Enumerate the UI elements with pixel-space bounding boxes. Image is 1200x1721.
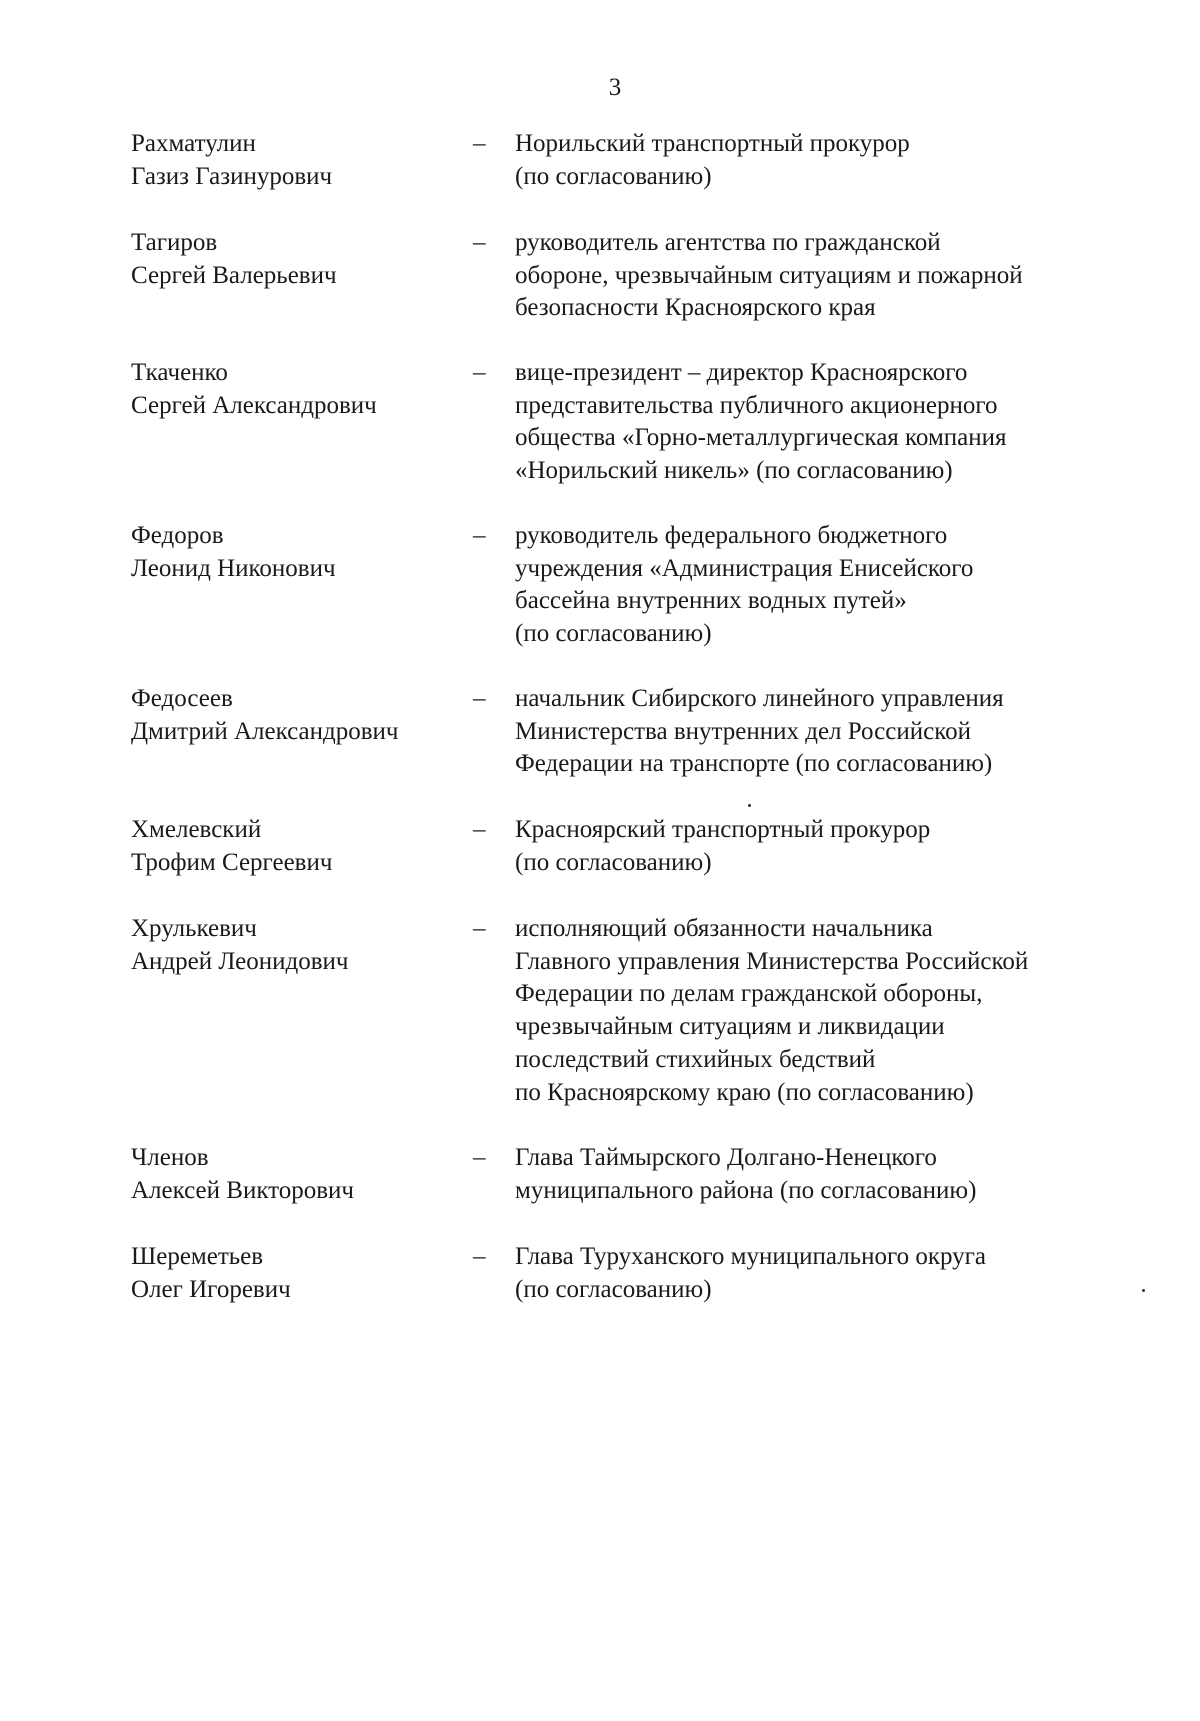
- member-name: [131, 357, 471, 422]
- member-surname: Хмелевский: [131, 816, 262, 843]
- role-line: бассейна внутренних водных путей»: [515, 587, 907, 615]
- role-line: (по согласованию): [515, 162, 712, 190]
- member-surname: Федоров: [131, 522, 224, 549]
- role-line: чрезвычайным ситуациям и ликвидации: [515, 1013, 945, 1041]
- member-surname: Тагиров: [131, 229, 218, 256]
- member-name: [131, 1241, 471, 1306]
- scan-speck: [1142, 1289, 1145, 1292]
- role-line: обороне, чрезвычайным ситуациям и пожарной: [515, 261, 1023, 289]
- role-line: представительства публичного акционерного: [515, 391, 998, 419]
- member-name: [131, 520, 471, 585]
- member-role: [515, 520, 1105, 651]
- role-line: Федерации по делам гражданской обороны,: [515, 980, 983, 1008]
- entry-dash: –: [473, 522, 486, 549]
- page-number: 3: [608, 74, 622, 101]
- member-given-names: Олег Игоревич: [131, 1275, 291, 1303]
- entry-dash: –: [473, 359, 486, 386]
- role-line: «Норильский никель» (по согласованию): [515, 457, 953, 485]
- member-name: [131, 227, 471, 292]
- member-name: [131, 128, 471, 193]
- member-name: [131, 913, 471, 978]
- role-line: (по согласованию): [515, 620, 712, 648]
- role-line: безопасности Красноярского края: [515, 294, 876, 322]
- member-given-names: Леонид Никонович: [131, 554, 336, 582]
- role-line: начальник Сибирского линейного управления: [515, 685, 1004, 712]
- entry-dash: –: [473, 1144, 486, 1171]
- role-line: муниципального района (по согласованию): [515, 1176, 977, 1204]
- entry-dash: –: [473, 130, 486, 157]
- scan-speck: [748, 804, 751, 807]
- role-line: Глава Туруханского муниципального округа: [515, 1243, 986, 1270]
- member-role: [515, 683, 1105, 781]
- member-given-names: Газиз Газинурович: [131, 162, 333, 190]
- member-given-names: Трофим Сергеевич: [131, 848, 333, 876]
- member-role: [515, 814, 1105, 879]
- member-surname: Членов: [131, 1144, 209, 1171]
- member-given-names: Сергей Валерьевич: [131, 261, 337, 289]
- member-given-names: Сергей Александрович: [131, 391, 377, 419]
- member-given-names: Алексей Викторович: [131, 1176, 354, 1204]
- role-line: последствий стихийных бедствий: [515, 1045, 876, 1073]
- member-name: [131, 1142, 471, 1207]
- member-surname: Хрулькевич: [131, 915, 257, 942]
- member-role: [515, 1142, 1105, 1207]
- role-line: Глава Таймырского Долгано-Ненецкого: [515, 1144, 937, 1171]
- member-surname: Ткаченко: [131, 359, 228, 386]
- member-surname: Шереметьев: [131, 1243, 264, 1270]
- entry-dash: –: [473, 229, 486, 256]
- role-line: Красноярский транспортный прокурор: [515, 816, 931, 843]
- role-line: учреждения «Администрация Енисейского: [515, 554, 974, 582]
- member-surname: Рахматулин: [131, 130, 256, 157]
- member-surname: Федосеев: [131, 685, 233, 712]
- role-line: (по согласованию): [515, 848, 712, 876]
- member-role: [515, 913, 1105, 1109]
- role-line: Министерства внутренних дел Российской: [515, 717, 971, 745]
- entry-dash: –: [473, 915, 486, 942]
- member-role: [515, 357, 1105, 488]
- member-role: [515, 128, 1105, 193]
- role-line: Федерации на транспорте (по согласованию): [515, 750, 993, 778]
- role-line: руководитель агентства по гражданской: [515, 229, 941, 256]
- member-role: [515, 227, 1105, 325]
- entry-dash: –: [473, 1243, 486, 1270]
- role-line: Главного управления Министерства Российской: [515, 947, 1029, 975]
- role-line: (по согласованию): [515, 1275, 712, 1303]
- role-line: общества «Горно-металлургическая компания: [515, 424, 1007, 452]
- member-name: [131, 683, 471, 748]
- member-given-names: Андрей Леонидович: [131, 947, 349, 975]
- role-line: вице-президент – директор Красноярского: [515, 359, 968, 386]
- role-line: по Красноярскому краю (по согласованию): [515, 1078, 974, 1106]
- role-line: исполняющий обязанности начальника: [515, 915, 933, 942]
- entry-dash: –: [473, 685, 486, 712]
- role-line: руководитель федерального бюджетного: [515, 522, 948, 549]
- entry-dash: –: [473, 816, 486, 843]
- member-role: [515, 1241, 1105, 1306]
- member-name: [131, 814, 471, 879]
- role-line: Норильский транспортный прокурор: [515, 130, 910, 157]
- member-given-names: Дмитрий Александрович: [131, 717, 399, 745]
